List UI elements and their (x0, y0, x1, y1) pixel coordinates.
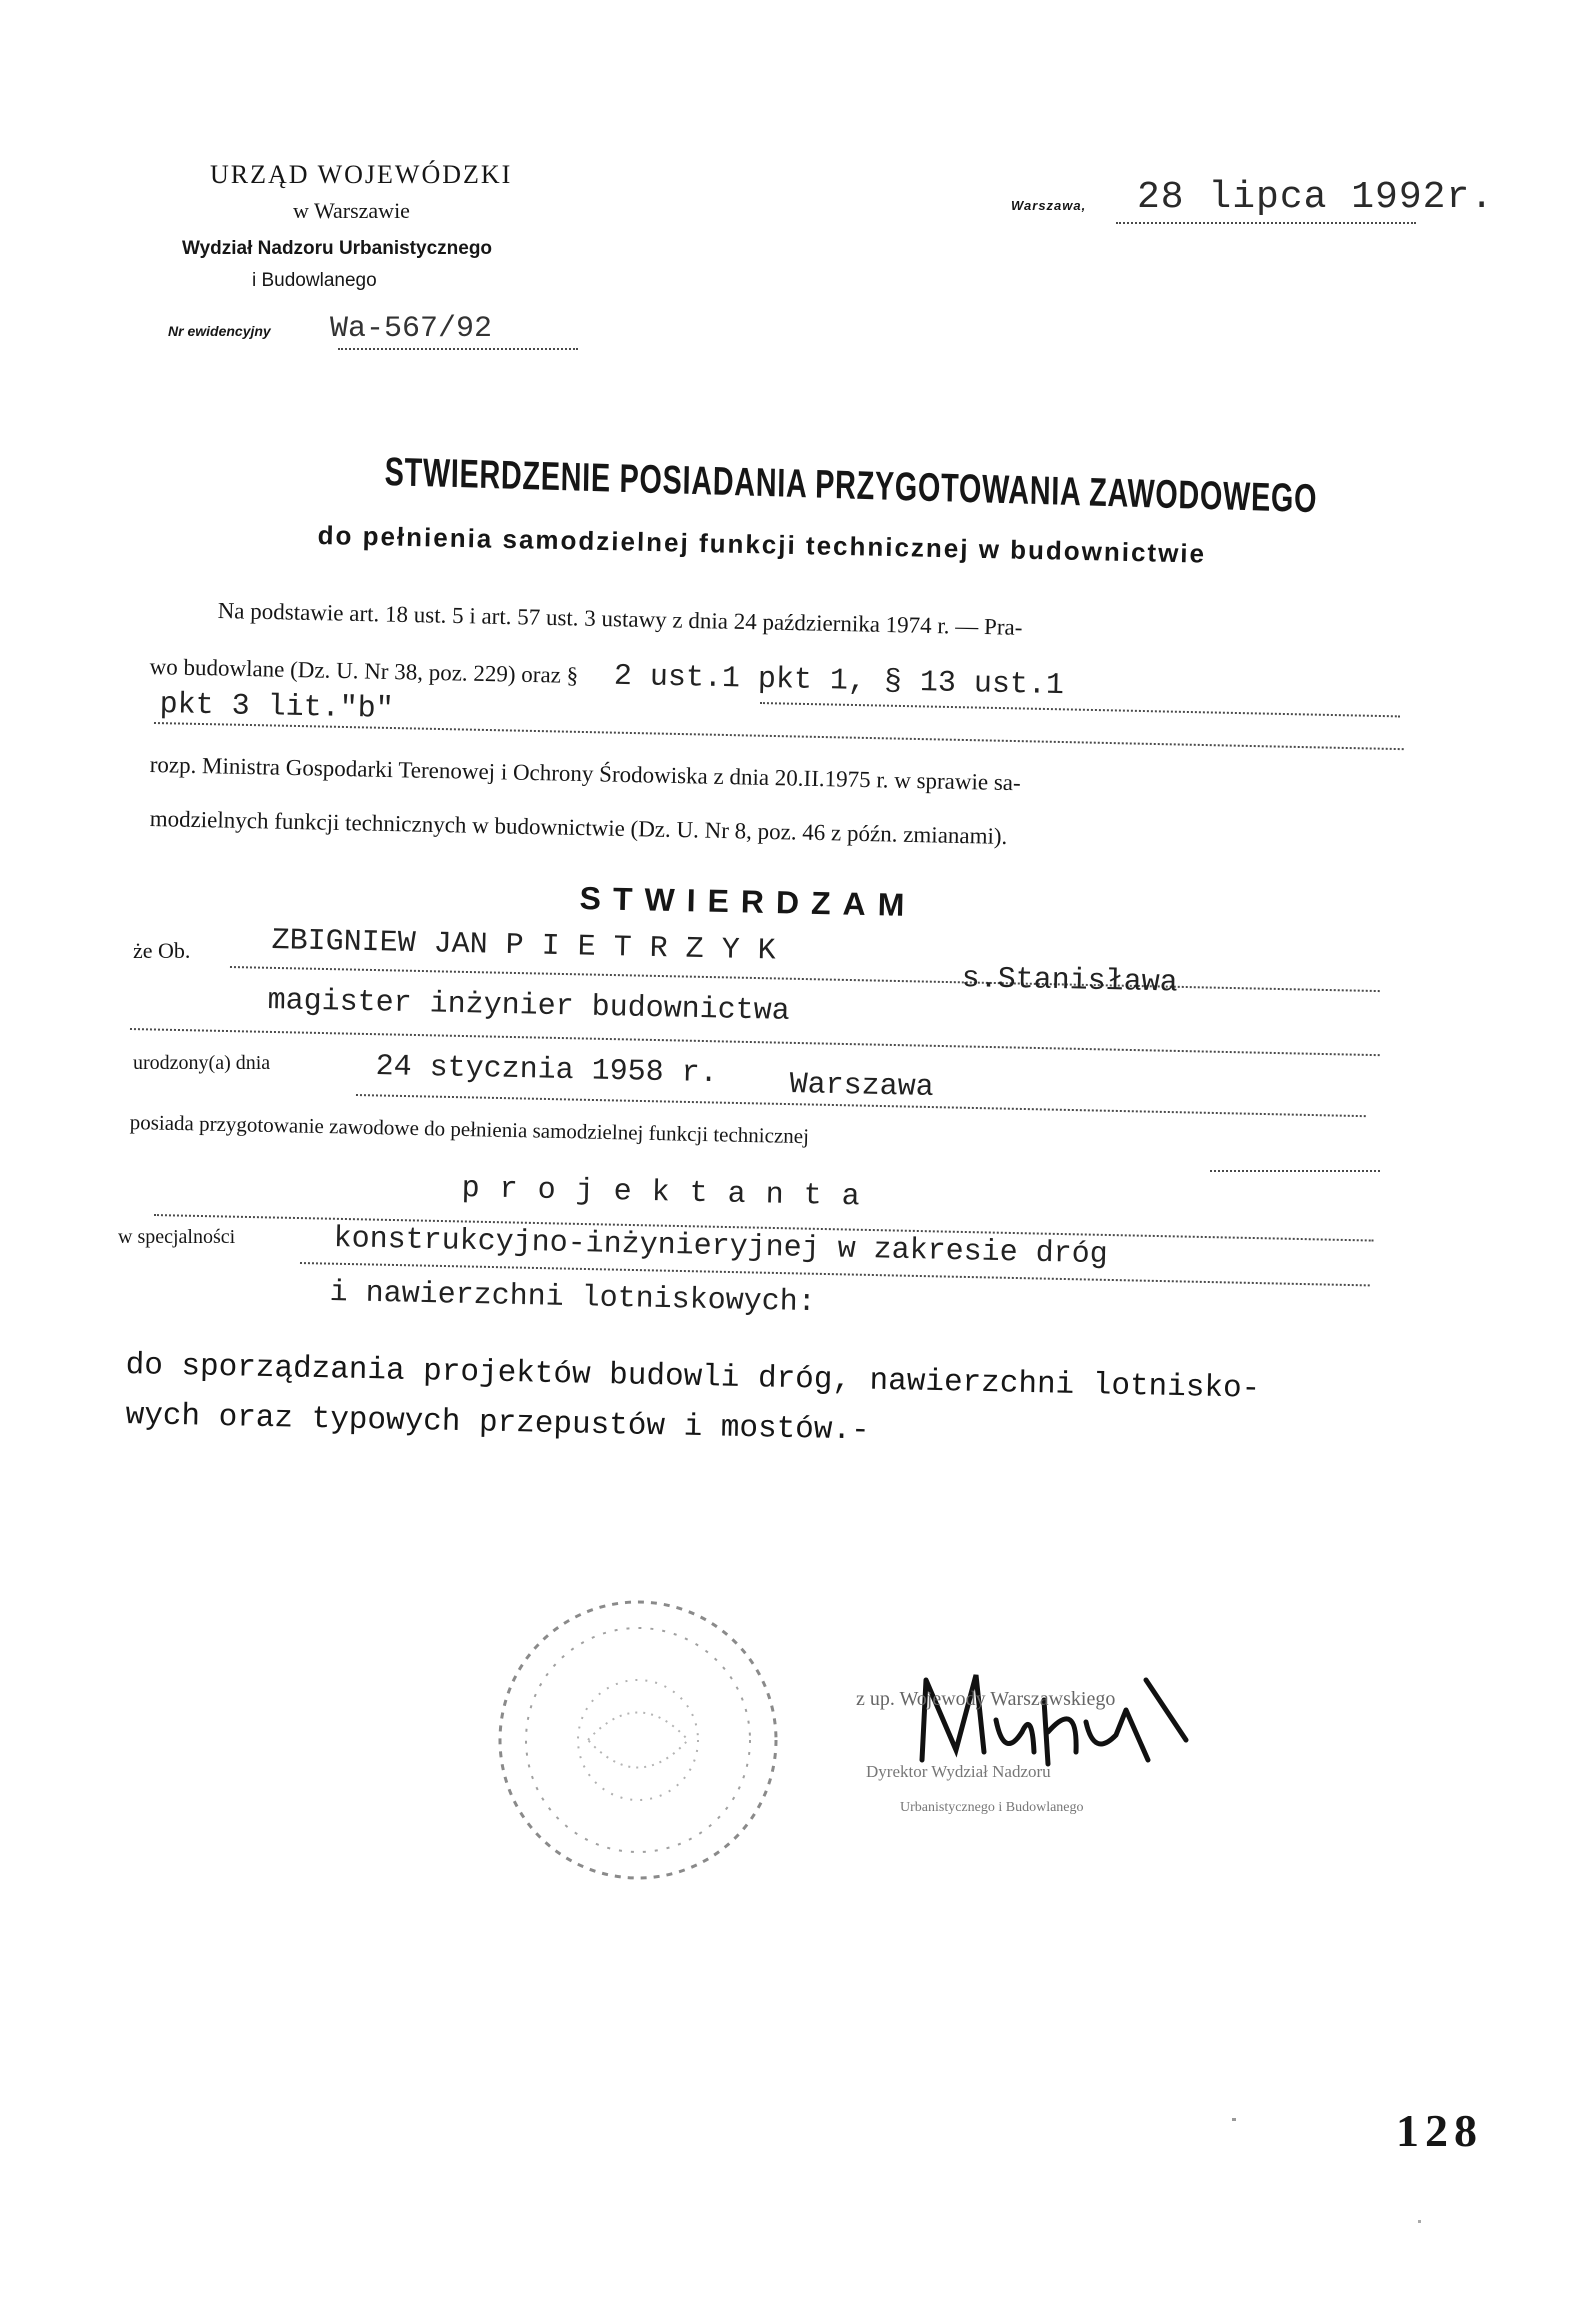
section-heading: STWIERDZAM (579, 880, 917, 924)
legal-basis-paragraphs: 2 ust.1 pkt 1, § 13 ust.1 (613, 659, 1065, 704)
specialty-value-cont: i nawierzchni lotniskowych: (329, 1276, 816, 1321)
record-number-value: Wa-567/92 (330, 312, 493, 346)
signature-line-3: Dyrektor Wydział Nadzoru (866, 1762, 1051, 1781)
scan-speck (1418, 2220, 1421, 2223)
specialty-value: konstrukcyjno-inżynieryjnej w zakresie dróg (333, 1222, 1108, 1273)
degree-dotted-line (130, 1028, 1380, 1056)
scope-line-1: do sporządzania projektów budowli dróg, nawierzchni lotnisko- (125, 1348, 1261, 1407)
birth-label: urodzony(a) dnia (133, 1052, 271, 1074)
birth-date: 24 stycznia 1958 r. (375, 1050, 718, 1092)
person-name: ZBIGNIEW JAN P I E T R Z Y K (271, 924, 776, 969)
qualification-role: projektanta (461, 1172, 880, 1215)
birth-place: Warszawa (789, 1068, 934, 1106)
scope-line-2: wych oraz typowych przepustów i mostów.- (125, 1398, 870, 1449)
dateline-date: 28 lipca 1992r. (1137, 176, 1495, 219)
person-degree: magister inżynier budownictwa (267, 984, 790, 1029)
office-department-cont: i Budowlanego (252, 270, 377, 291)
signature-line-4: Urbanistycznego i Budowlanego (900, 1800, 1084, 1815)
document-subtitle: do pełnienia samodzielnej funkcji technicznej w budownictwie (317, 520, 1207, 569)
legal-basis-paragraphs-cont: pkt 3 lit."b" (159, 688, 394, 727)
official-seal (488, 1590, 788, 1890)
document-title: STWIERDZENIE POSIADANIA PRZYGOTOWANIA ZAWODOWEGO (384, 450, 1318, 522)
office-department: Wydział Nadzoru Urbanistycznego (182, 238, 493, 259)
office-city: w Warszawie (293, 198, 410, 223)
legal-basis-text: wo budowlane (Dz. U. Nr 38, poz. 229) oraz § (149, 653, 579, 688)
dateline-dotted-line (1116, 222, 1416, 224)
dateline-place: Warszawa, (1011, 198, 1087, 213)
qualification-dotted-line (1210, 1170, 1380, 1172)
qualification-statement: posiada przygotowanie zawodowe do pełnienia samodzielnej funkcji technicznej (129, 1110, 810, 1149)
legal-basis-dotted-line-1 (760, 702, 1400, 717)
specialty-label: w specjalności (118, 1226, 236, 1248)
legal-basis-line-1: Na podstawie art. 18 ust. 5 i art. 57 ust. 3 ustawy z dnia 24 października 1974 r. — Pra- (217, 598, 1023, 640)
legal-basis-dotted-line-2 (154, 722, 1404, 750)
legal-basis-line-3: rozp. Ministra Gospodarki Terenowej i Ochrony Środowiska z dnia 20.II.1975 r. w sprawie sa- (149, 752, 1021, 796)
page-number: 128 (1396, 2105, 1483, 2156)
scan-speck (1232, 2118, 1236, 2121)
record-number-dotted-line (338, 348, 578, 350)
signature-line-1: z up. Wojewody Warszawskiego (856, 1688, 1116, 1710)
legal-basis-line-4: modzielnych funkcji technicznych w budownictwie (Dz. U. Nr 8, poz. 46 z późn. zmianami). (149, 806, 1008, 849)
person-prefix: że Ob. (133, 938, 191, 963)
record-number-label: Nr ewidencyjny (168, 323, 271, 339)
person-parent: s.Stanisława (961, 962, 1178, 1001)
office-name: URZĄD WOJEWÓDZKI (210, 160, 513, 189)
